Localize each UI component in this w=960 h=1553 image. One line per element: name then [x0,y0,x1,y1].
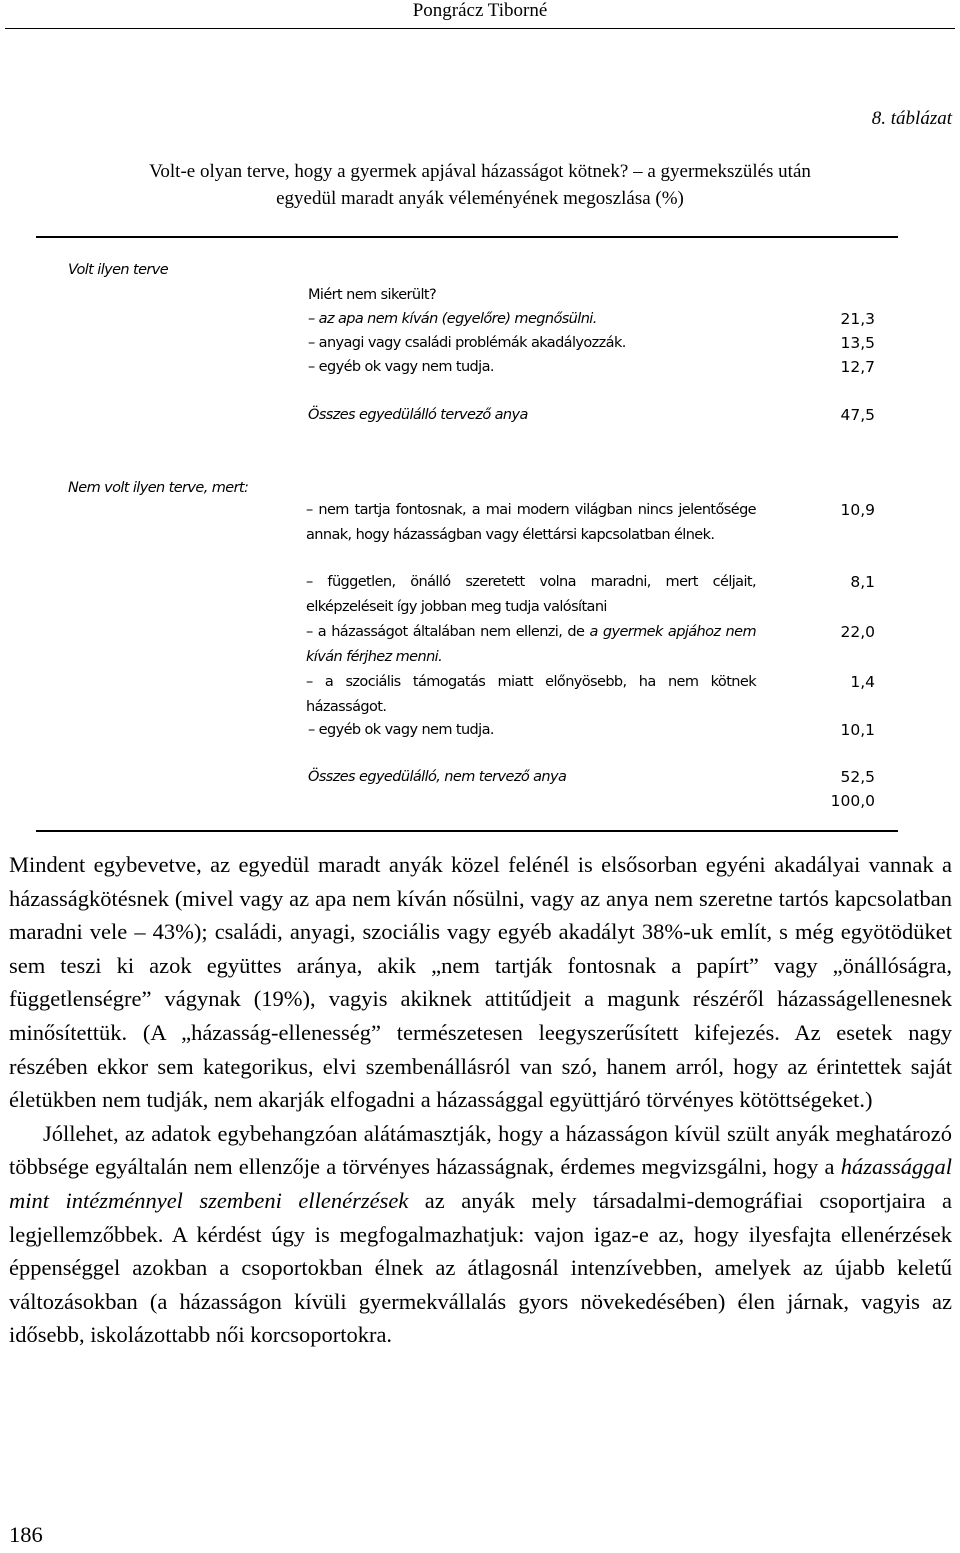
table-row: – nem tartja fontosnak, a mai modern világban nincs jelentősége annak, hogy házasságban vagy élettársi kapcsolatban élnek. [306,502,756,543]
table-value: 1,4 [850,673,875,691]
paragraph [9,1117,952,1352]
table-top-rule [36,236,898,238]
caption-line-1: Volt-e olyan terve, hogy a gyermek apjával házasságot kötnek? – a gyermekszülés után [149,161,811,182]
table-value: 22,0 [840,623,875,641]
table-value: 10,1 [840,721,875,739]
table-row: – anyagi vagy családi problémák akadályozzák. [308,335,626,351]
header-rule [5,28,955,29]
paragraph-text: Jóllehet, az adatok egybehangzóan alátámasztják, hogy a házasságon kívül szült anyák meghatározó többsége egyáltalán nem ellenzője a törvényes házasságnak, érdemes megvizsgálni, hogy a [9,1120,952,1180]
grand-total-value: 100,0 [830,792,875,810]
section2-total-label: Összes egyedülálló, nem tervező anya [308,769,567,785]
row-label-part: – a házasságot általában nem ellenzi, de [306,624,590,640]
table-bottom-rule [36,830,898,832]
table-row: – a szociális támogatás miatt előnyösebb, ha nem kötnek házasságot. [306,674,756,715]
section1-total-label: Összes egyedülálló tervező anya [308,407,528,423]
paragraph-text: az anyák mely társadalmi-demográfiai csoportjaira a legjellemzőbbek. A kérdést úgy is megfogalmazhatjuk: vajon igaz-e az, hogy ilyesfajta ellenérzések éppenséggel azokban a csoportokban élnek az átlagosnál intenzívebben, amelyek az újabb keletű változásokban (a házasságon kívüli gyermekvállalás gyors növekedésében) élen járnak, vagyis az idősebb, iskolázottabb női korcsoportokra. [9,1187,952,1348]
section2-total-value: 52,5 [840,768,875,786]
table-value: 10,9 [840,501,875,519]
caption-line-2: egyedül maradt anyák véleményének megoszlása (%) [276,188,684,209]
row-label-emphasis: a gyermek apjához nem kíván férjhez menni. [306,624,756,665]
table-value: 8,1 [850,573,875,591]
body-text [9,848,952,1352]
table-row: – egyéb ok vagy nem tudja. [308,359,494,375]
table-row: – független, önálló szeretett volna maradni, mert céljait, elképzeléseit így jobban meg tudja valósítani [306,574,756,615]
table-row: – egyéb ok vagy nem tudja. [308,722,494,738]
table-value: 21,3 [840,310,875,328]
section1-total-value: 47,5 [840,406,875,424]
table-row: – az apa nem kíván (egyelőre) megnősülni. [308,311,597,327]
section1-question: Miért nem sikerült? [308,287,437,303]
table-caption [0,158,960,212]
section2-title: Nem volt ilyen terve, mert: [68,480,249,496]
page-number: 186 [9,1522,43,1547]
section1-title: Volt ilyen terve [68,262,169,278]
table-row [306,620,756,669]
running-head: Pongrácz Tiborné [412,0,548,21]
paragraph: Mindent egybevetve, az egyedül maradt anyák közel felénél is elsősorban egyéni akadályai vannak a házasságkötésnek (mivel vagy az apa nem kíván nősülni, vagy az anya nem szeretne tartós kapcsolatban maradni vele – 43%); családi, anyagi, szociális vagy egyéb akadályt 38%-uk említ, s még egyötödüket sem teszi ki azok együttes aránya, akik „nem tartják fontosnak a papírt” vagy „önállóságra, függetlenségre” vágynak (19%), vagyis akiknek attitűdjeit a magunk részéről házasságellenesnek minősítettük. (A „házasság-ellenesség” természetesen leegyszerűsített kifejezés. Az esetek nagy részében ekkor sem kategorikus, elvi szembenállásról van szó, hanem arról, hogy az érintettek saját életükben nem tudják, nem akarják elfogadni a házassággal együttjáró törvényes kötöttségeket.) [9,852,952,1113]
table-value: 12,7 [840,358,875,376]
paragraph-emphasis: házassággal mint intézménnyel szembeni ellenérzések [9,1154,952,1213]
table-label: 8. táblázat [871,108,952,129]
table-value: 13,5 [840,334,875,352]
